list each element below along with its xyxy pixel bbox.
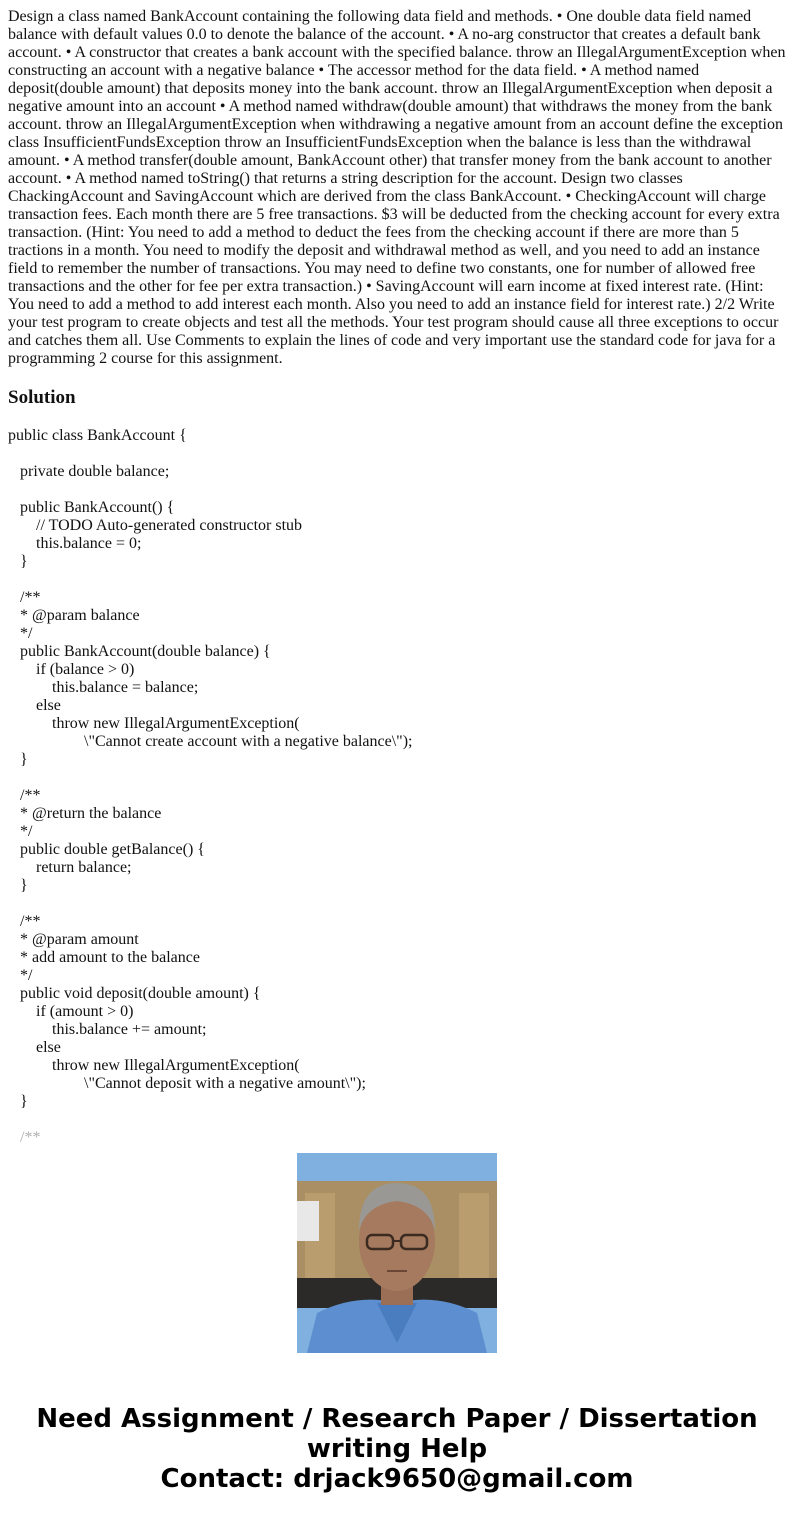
promo-line-1: Need Assignment / Research Paper / Dissertation: [36, 1404, 758, 1434]
code-line: public BankAccount(double balance) {: [8, 643, 271, 660]
code-line: // TODO Auto-generated constructor stub: [8, 517, 303, 534]
code-line: private double balance;: [8, 463, 170, 480]
code-line: */: [8, 967, 33, 984]
code-line: this.balance = 0;: [8, 535, 142, 552]
code-line: this.balance += amount;: [8, 1021, 207, 1038]
promo-contact: Contact: drjack9650@gmail.com: [160, 1464, 634, 1494]
code-line: /**: [8, 787, 41, 804]
solution-code-block: [8, 427, 788, 1146]
code-line: * @param amount: [8, 931, 139, 948]
code-line: }: [8, 751, 28, 768]
code-line: \"Cannot deposit with a negative amount\");: [8, 1075, 366, 1092]
person-portrait-icon: [297, 1153, 497, 1353]
code-line: [8, 895, 788, 913]
code-line: \"Cannot create account with a negative balance\");: [8, 733, 413, 750]
solution-heading: Solution: [8, 387, 76, 408]
code-line: throw new IllegalArgumentException(: [8, 1057, 300, 1074]
code-line: /**: [8, 913, 41, 930]
code-line: [8, 481, 788, 499]
code-line: [8, 769, 788, 787]
code-line: else: [8, 1039, 61, 1056]
code-line: */: [8, 823, 33, 840]
code-line: [8, 571, 788, 589]
code-line: public void deposit(double amount) {: [8, 985, 261, 1002]
code-line: public BankAccount() {: [8, 499, 175, 516]
code-line: }: [8, 877, 28, 894]
code-line: [8, 445, 788, 463]
question-text: Design a class named BankAccount containing the following data field and methods. • One double data field named balance with default values 0.0 to denote the balance of the account. • A no-arg constructor that creates a default bank account. • A constructor that creates a bank account with the specified balance. throw an IllegalArgumentException when constructing an account with a negative balance • The accessor method for the data field. • A method named deposit(double amount) that deposits money into the bank account. throw an IllegalArgumentException when deposit a negative amount into an account • A method named withdraw(double amount) that withdraws the money from the bank account. throw an IllegalArgumentException when withdrawing a negative amount from an account define the exception class InsufficientFundsException throw an InsufficientFundsException when the balance is less than the withdrawal amount. • A method transfer(double amount, BankAccount other) that transfer money from the bank account to another account. • A method named toString() that returns a string description for the account. Design two classes ChackingAccount and SavingAccount which are derived from the class BankAccount. • CheckingAccount will charge transaction fees. Each month there are 5 free transactions. $3 will be deducted from the checking account for every extra transaction. (Hint: You need to add a method to deduct the fees from the checking account if there are more than 5 tractions in a month. You need to modify the deposit and withdrawal method as well, and you need to add an instance field to remember the number of transactions. You may need to define two constants, one for number of allowed free transactions and the other for fee per extra transaction.) • SavingAccount will earn income at fixed interest rate. (Hint: You need to add a method to add interest each month. Also you need to add an instance field for interest rate.) 2/2 Write your test program to create objects and test all the methods. Your test program should cause all three exceptions to occur and catches them all. Use Comments to explain the lines of code and very important use the standard code for java for a programming 2 course for this assignment.: [8, 8, 786, 367]
promo-line-2: writing Help: [306, 1434, 488, 1464]
code-line: * add amount to the balance: [8, 949, 200, 966]
code-line: /**: [8, 589, 41, 606]
author-photo: [297, 1153, 497, 1353]
code-line: public double getBalance() {: [8, 841, 205, 858]
code-line: if (amount > 0): [8, 1003, 134, 1020]
promo-banner: [0, 1404, 794, 1494]
code-line: this.balance = balance;: [8, 679, 199, 696]
code-line: return balance;: [8, 859, 132, 876]
code-line: throw new IllegalArgumentException(: [8, 715, 300, 732]
code-line: */: [8, 625, 33, 642]
code-line-truncated: /**: [8, 1129, 41, 1146]
code-line: if (balance > 0): [8, 661, 135, 678]
code-line: * @return the balance: [8, 805, 162, 822]
code-line: [8, 1111, 788, 1129]
code-line: public class BankAccount {: [8, 427, 187, 444]
code-line: }: [8, 553, 28, 570]
code-line: else: [8, 697, 61, 714]
code-line: }: [8, 1093, 28, 1110]
code-line: * @param balance: [8, 607, 140, 624]
